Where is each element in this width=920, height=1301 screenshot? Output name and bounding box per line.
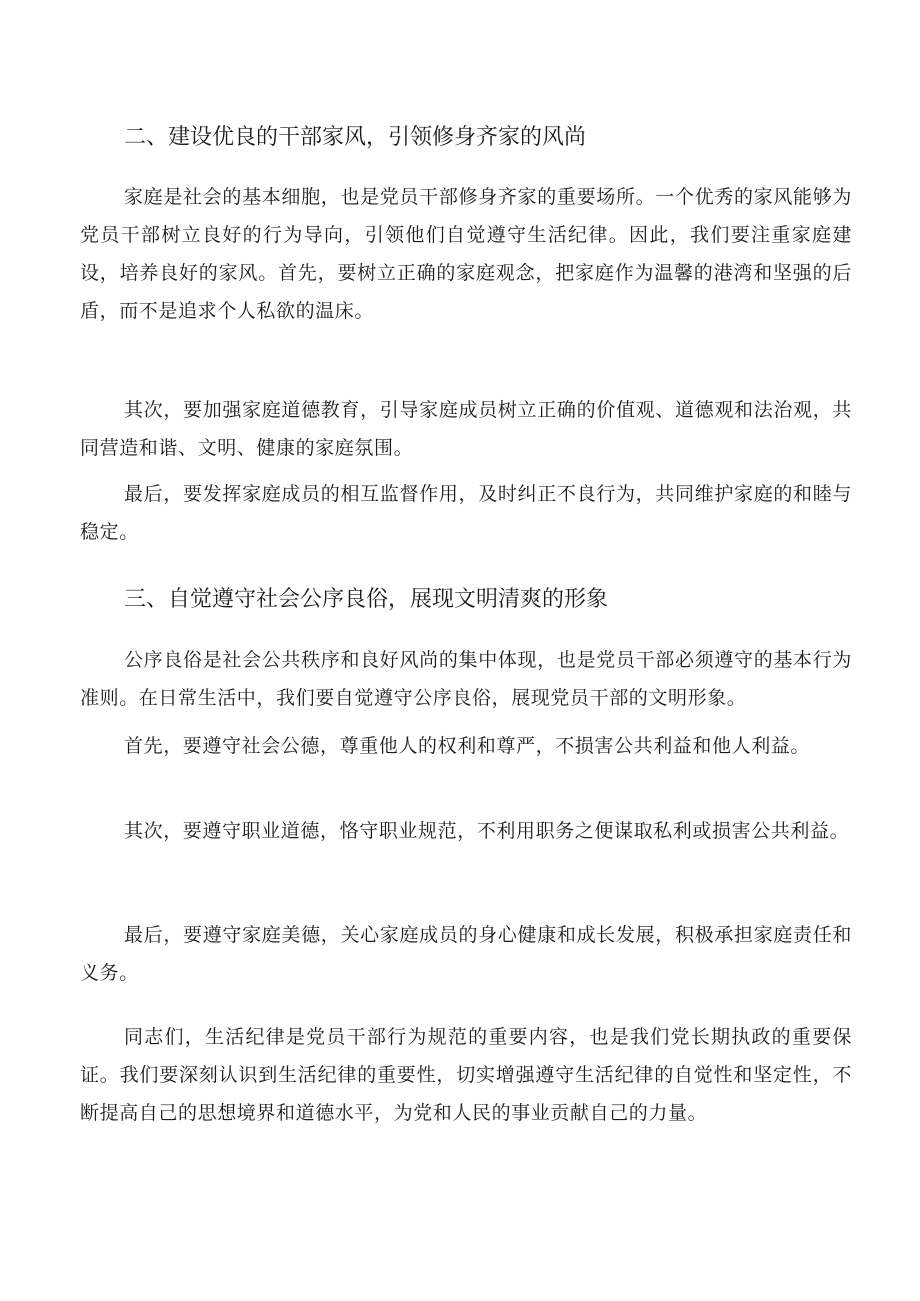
paragraph: 最后，要遵守家庭美德，关心家庭成员的身心健康和成长发展，积极承担家庭责任和义务。 <box>80 924 852 984</box>
paragraph: 最后，要发挥家庭成员的相互监督作用，及时纠正不良行为，共同维护家庭的和睦与稳定。 <box>80 483 852 543</box>
conclusion-paragraph: 同志们，生活纪律是党员干部行为规范的重要内容，也是我们党长期执政的重要保证。我们要深刻认识到生活纪律的重要性，切实增强遵守生活纪律的自觉性和坚定性，不断提高自己的思想境界和道德水平，为党和人民的事业贡献自己的力量。 <box>80 1026 852 1124</box>
paragraph: 家庭是社会的基本细胞，也是党员干部修身齐家的重要场所。一个优秀的家风能够为党员干部树立良好的行为导向，引领他们自觉遵守生活纪律。因此，我们要注重家庭建设，培养良好的家风。首先，要树立正确的家庭观念，把家庭作为温馨的港湾和坚强的后盾，而不是追求个人私欲的温床。 <box>80 186 852 322</box>
section-heading-2: 二、建设优良的干部家风，引领修身齐家的风尚 <box>124 125 587 150</box>
paragraph: 其次，要遵守职业道德，恪守职业规范，不利用职务之便谋取私利或损害公共利益。 <box>124 820 850 842</box>
section-heading-3: 三、自觉遵守社会公序良俗，展现文明清爽的形象 <box>124 587 609 612</box>
paragraph: 公序良俗是社会公共秩序和良好风尚的集中体现，也是党员干部必须遵守的基本行为准则。在日常生活中，我们要自觉遵守公序良俗，展现党员干部的文明形象。 <box>80 649 852 709</box>
paragraph: 首先，要遵守社会公德，尊重他人的权利和尊严，不损害公共利益和他人利益。 <box>124 735 811 757</box>
paragraph: 其次，要加强家庭道德教育，引导家庭成员树立正确的价值观、道德观和法治观，共同营造和谐、文明、健康的家庭氛围。 <box>80 399 852 459</box>
